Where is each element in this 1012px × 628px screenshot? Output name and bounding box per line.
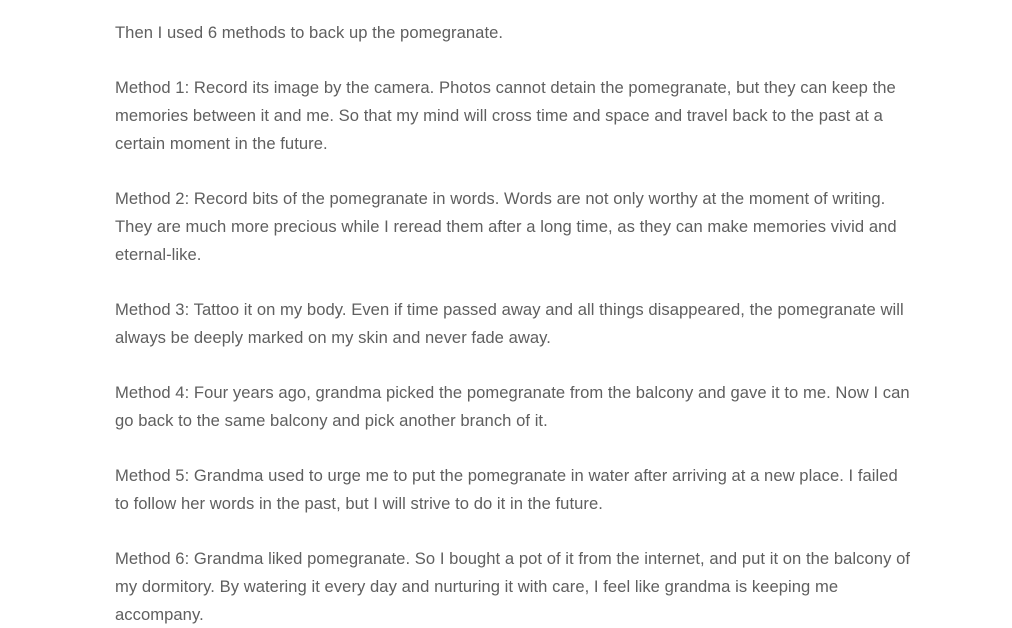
method-3-paragraph: Method 3: Tattoo it on my body. Even if time passed away and all things disappeared, the pomegranate will always be deeply marked on my skin and never fade away.	[115, 299, 904, 347]
method-6-paragraph: Method 6: Grandma liked pomegranate. So I bought a pot of it from the internet, and put it on the balcony of my dormitory. By watering it every day and nurturing it with care, I feel like grandma is keeping me accompany.	[115, 549, 911, 624]
method-4-paragraph: Method 4: Four years ago, grandma picked the pomegranate from the balcony and gave it to me. Now I can go back to the same balcony and pick another branch of it.	[115, 383, 910, 430]
method-5-paragraph: Method 5: Grandma used to urge me to put the pomegranate in water after arriving at a new place. I failed to follow her words in the past, but I will strive to do it in the future.	[115, 466, 898, 513]
intro-paragraph: Then I used 6 methods to back up the pomegranate.	[115, 23, 504, 42]
method-2-paragraph: Method 2: Record bits of the pomegranate in words. Words are not only worthy at the moment of writing. They are much more precious while I reread them after a long time, as they can make memories vivid and eternal-like.	[115, 189, 897, 264]
article-body	[115, 19, 910, 628]
method-1-paragraph: Method 1: Record its image by the camera. Photos cannot detain the pomegranate, but they can keep the memories between it and me. So that my mind will cross time and space and travel back to the past at a certain moment in the future.	[115, 78, 896, 153]
